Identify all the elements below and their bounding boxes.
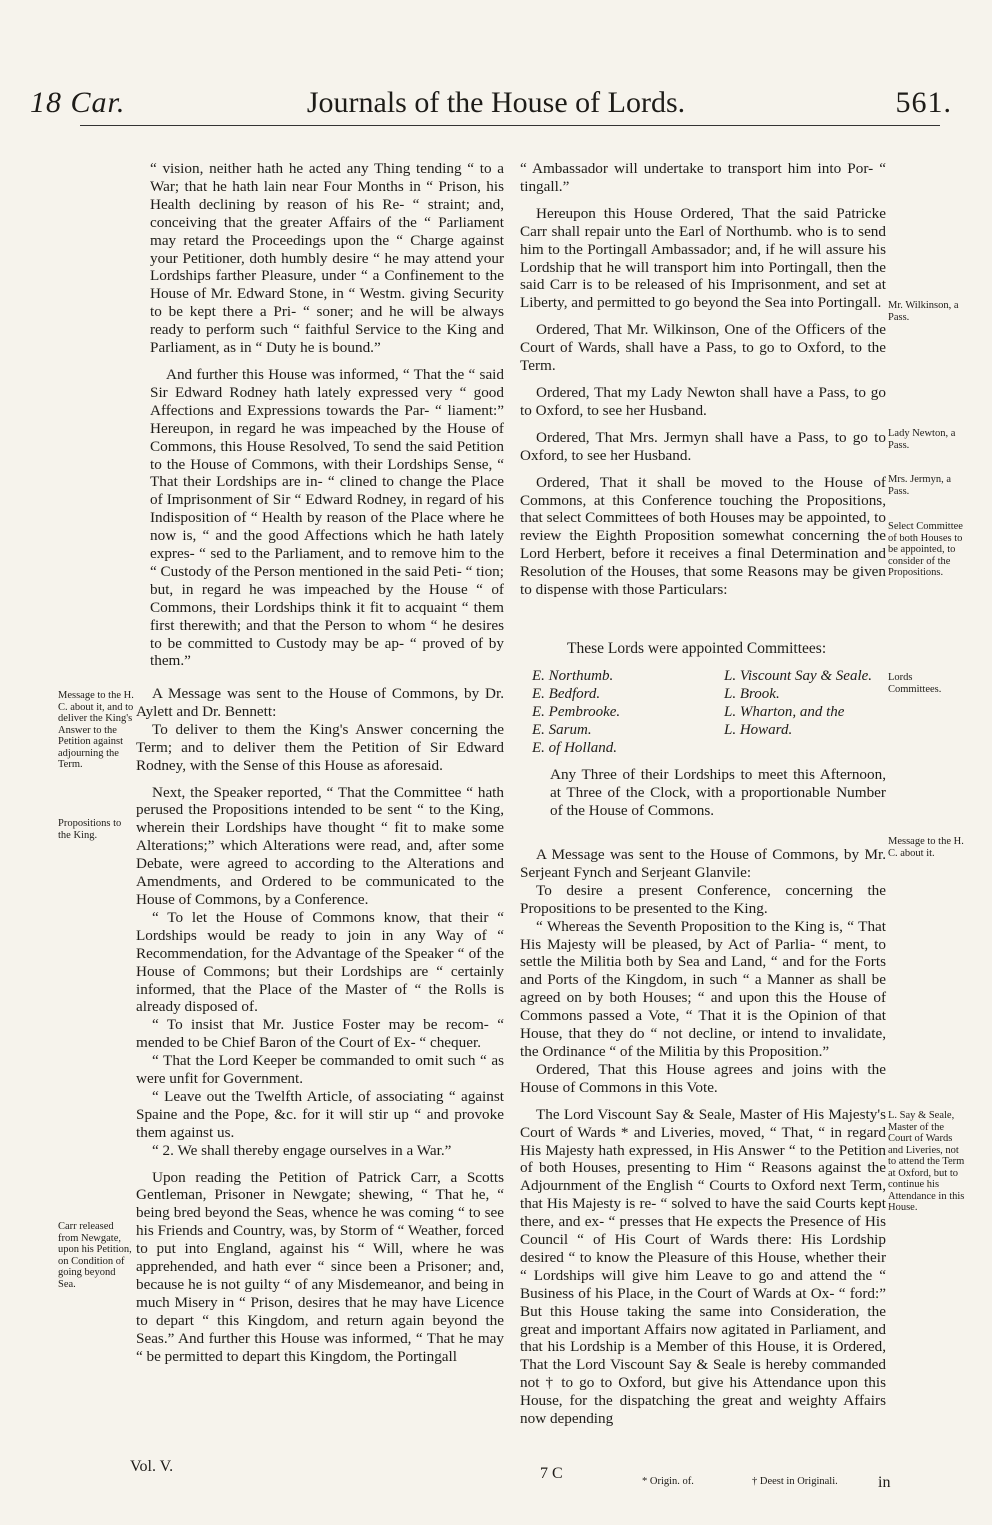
- lords-list-right: [724, 667, 894, 739]
- header-rule: [80, 125, 940, 126]
- lord-entry: L. Howard.: [724, 722, 793, 738]
- margin-note-propositions: Propositions to the King.: [58, 818, 122, 841]
- paragraph-lord-keeper: “ That the Lord Keeper be commanded to omit such “ as were unfit for Government.: [136, 1052, 504, 1088]
- lord-entry: E. Pembrooke.: [532, 704, 621, 720]
- right-column-top: [520, 160, 886, 599]
- paragraph-message-fynch: A Message was sent to the House of Commons, by Mr. Serjeant Fynch and Serjeant Glanvile:: [520, 846, 886, 881]
- lord-entry: L. Wharton, and the: [724, 704, 845, 720]
- header-regnal-year: 18 Car.: [30, 86, 126, 119]
- margin-note-select-committee: Select Committee of both Houses to be appointed, to consider of the Propositions.: [888, 521, 963, 578]
- paragraph-twelfth-article: “ Leave out the Twelfth Article, of associating “ against Spaine and the Pope, &c. for it will stir up “ and provoke them against us.: [136, 1087, 504, 1141]
- paragraph-seventh-proposition: “ Whereas the Seventh Proposition to the King is, “ That His Majesty will be pleased, by Act of Parlia- “ ment, to settle the Militia both by Sea and Land, “ and for the Forts and Ports of the Kingdom, in such “ a Manner as shall be agreed on by both Houses; “ and upon this the House of Commons passed a Vote, “ That it is the Opinion of that House, that they do “ not decline, or intend to invalidate, the Ordinance “ of the Militia by this Proposition.”: [520, 917, 886, 1060]
- margin-note-message-hc2: Message to the H. C. about it.: [888, 836, 964, 859]
- paragraph-agrees-vote: Ordered, That this House agrees and joins with the House of Commons in this Vote.: [520, 1060, 886, 1096]
- paragraph-select-committees: Ordered, That it shall be moved to the House of Commons, at this Conference touching the Propositions, that select Committees of both Houses may be appointed, to review the Eighth Proposition somewhat concerning the Lord Herbert, before it receives a final Determination and Resolution of the Houses, that some Reasons may be given to dispense with those Particulars:: [520, 473, 886, 599]
- lord-entry: L. Viscount Say & Seale.: [724, 668, 873, 684]
- paragraph-deliver-answer: To deliver to them the King's Answer concerning the Term; and to deliver them the Petition of Sir Edward Rodney, with the Sense of this House as aforesaid.: [136, 720, 504, 774]
- left-column-middle: [136, 685, 504, 1366]
- footnote-origin: * Origin. of.: [642, 1476, 694, 1487]
- paragraph-carr-ordered: Hereupon this House Ordered, That the said Patricke Carr shall repair unto the Earl of Northumb. who is to send him to the Portingall Ambassador; and, if he will assure his Lordship that he will transport him into Portingall, then the said Carr is to be released of his Imprisonment, and set at Liberty, and permitted to go beyond the Sea into Portingall.: [520, 204, 886, 312]
- paragraph-message-aylett: A Message was sent to the House of Commons, by Dr. Aylett and Dr. Bennett:: [136, 685, 504, 720]
- volume-mark: Vol. V.: [130, 1458, 174, 1475]
- header-title: Journals of the House of Lords.: [306, 86, 686, 119]
- signature-mark: 7 C: [540, 1465, 563, 1482]
- margin-note-lords-committees: Lords Committees.: [888, 672, 942, 695]
- paragraph-rodney-petition-end: “ vision, neither hath he acted any Thing tending “ to a War; that he hath lain near Four Months in “ Prison, his Health declining by reason of his Re- “ straint; and, conceiving that the greater Affairs of the “ Parliament may retard the Proceedings upon the “ Charge against your Petitioner, doth humbly desire “ he may attend your Lordships farther Pleasure, under “ a Confinement to the House of Mr. Edward Stone, in “ Westm. giving Security to be kept there a Pri- “ soner; and he will be always ready to perform such “ faithful Service to the King and Parliament, as in “ Duty he is bound.”: [150, 160, 504, 357]
- margin-note-message-hc: Message to the H. C. about it, and to deliver the King's Answer to the Petition against adjourning the Term.: [58, 690, 134, 770]
- margin-note-carr: Carr released from Newgate, upon his Petition, on Condition of going beyond Sea.: [58, 1221, 132, 1290]
- paragraph-master-rolls: “ To let the House of Commons know, that their “ Lordships would be ready to join in any Way of “ Recommendation, for the Advantage of the Speaker “ of the House of Commons; but their Lordships are “ certainly informed, that the Place of the Master of “ the Rolls is already disposed of.: [136, 908, 504, 1016]
- margin-note-say-seale: L. Say & Seale, Master of the Court of Wards and Liveries, not to attend the Term at Oxford, but to continue his Attendance in this House.: [888, 1110, 965, 1213]
- lord-entry: E. of Holland.: [532, 740, 617, 756]
- right-column-bottom: [520, 846, 886, 1428]
- paragraph-jermyn-pass: Ordered, That Mrs. Jermyn shall have a Pass, to go to Oxford, to see her Husband.: [520, 428, 886, 464]
- paragraph-present-conference: To desire a present Conference, concerning the Propositions to be presented to the King.: [520, 881, 886, 917]
- committees-title: These Lords were appointed Committees:: [567, 640, 827, 657]
- running-header: [0, 86, 992, 126]
- lord-entry: E. Sarum.: [532, 722, 592, 738]
- paragraph-wilkinson-pass: Ordered, That Mr. Wilkinson, One of the Officers of the Court of Wards, shall have a Pass, to go to Oxford, to the Term.: [520, 321, 886, 375]
- lord-entry: E. Northumb.: [532, 668, 614, 684]
- lord-entry: L. Brook.: [724, 686, 780, 702]
- catchword: in: [878, 1474, 891, 1491]
- committee-meeting-note: [550, 766, 886, 829]
- margin-note-newton: Lady Newton, a Pass.: [888, 428, 956, 451]
- paragraph-say-seale-motion: The Lord Viscount Say & Seale, Master of His Majesty's Court of Wards * and Liveries, moved, “ That, “ in regard His Majesty hath expressed, in His Answer “ to the Petition of both Houses, presenting to Him “ Reasons against the Adjournment of the English “ Courts to Oxford next Term, that His Majesty is re- “ solved to have the said Courts kept there, and ex- “ presses that He expects the Presence of His Council “ of His Court of Wards there: His Lordship desired “ to know the Pleasure of this House, whether their “ Lordships will give him Leave to go and attend the “ Business of his Place, in the Court of Wards at Ox- “ ford:” But this House taking the same into Consideration, the great and important Affairs now agitated in Parliament, and that his Lordship is a Member of this House, it is Ordered, That the Lord Viscount Say & Seale is hereby commanded not † to go to Oxford, but give his Attendance upon this House, for the dispatching the great and weighty Affairs now depending: [520, 1105, 886, 1428]
- paragraph-engage-war: “ 2. We shall thereby engage ourselves in a War.”: [152, 1141, 452, 1159]
- paragraph-newton-pass: Ordered, That my Lady Newton shall have a Pass, to go to Oxford, to see her Husband.: [520, 383, 886, 419]
- paragraph-carr-petition: Upon reading the Petition of Patrick Carr, a Scotts Gentleman, Prisoner in Newgate; shewing, “ That he, “ being bred beyond the Seas, whence he was coming “ to see his Friends and Country, was, by Storm of “ Weather, forced to put into England, against his “ Will, where he was apprehended, and hath ever “ since been a Prisoner; and, because he is not guilty “ of any Misdemeanor, and being in much Misery in “ Prison, desires that he may have Licence to depart “ this Kingdom, and return again beyond the Seas.” And further this House was informed, “ That he may “ be permitted to depart this Kingdom, the Portingall: [136, 1168, 504, 1365]
- lords-list-left: [532, 667, 712, 757]
- paragraph-justice-foster: “ To insist that Mr. Justice Foster may be recom- “ mended to be Chief Baron of the Court of Ex- “ chequer.: [136, 1016, 504, 1052]
- left-column-top: [150, 160, 504, 670]
- paragraph-rodney-affections: And further this House was informed, “ That the “ said Sir Edward Rodney hath lately expressed very “ good Affections and Expressions towards the Par- “ liament:” Hereupon, in regard he was impeached by the House of Commons, this House Resolved, To send the said Petition to the House of Commons, with their Lordships Sense, “ That their Lordships are in- “ clined to change the Place of Imprisonment of Sir “ Edward Rodney, in regard of his Indisposition of “ Health by reason of the Place where he now is, “ and the good Affections which he hath lately expres- “ sed to the Parliament, and to remove him to the “ Custody of the Person mentioned in the said Peti- “ tion; but, in regard he was impeached by the House “ of Commons, their Lordships think it fit to acquaint “ them first therewith; and that the Person to whom “ he desires to be committed to Custody may be ap- “ proved of by them.”: [150, 365, 504, 670]
- lord-entry: E. Bedford.: [532, 686, 601, 702]
- footnote-deest: † Deest in Originali.: [752, 1476, 838, 1487]
- margin-note-wilkinson: Mr. Wilkinson, a Pass.: [888, 300, 959, 323]
- paragraph-speaker-report: Next, the Speaker reported, “ That the Committee “ hath perused the Propositions intended to be sent “ to the King, wherein their Lordships have thought “ fit to make some Alterations;” which Alterations were read, and, after some Debate, were agreed to according to the Alterations and Amendments, and Ordered to be communicated to the House of Commons, by a Conference.: [136, 783, 504, 908]
- paragraph-three-lordships: Any Three of their Lordships to meet this Afternoon, at Three of the Clock, with a proportionable Number of the House of Commons.: [550, 766, 886, 819]
- paragraph-portingall-ambassador: “ Ambassador will undertake to transport him into Por- “ tingall.”: [520, 160, 886, 195]
- margin-note-jermyn: Mrs. Jermyn, a Pass.: [888, 474, 951, 497]
- page-number: 561.: [895, 86, 952, 119]
